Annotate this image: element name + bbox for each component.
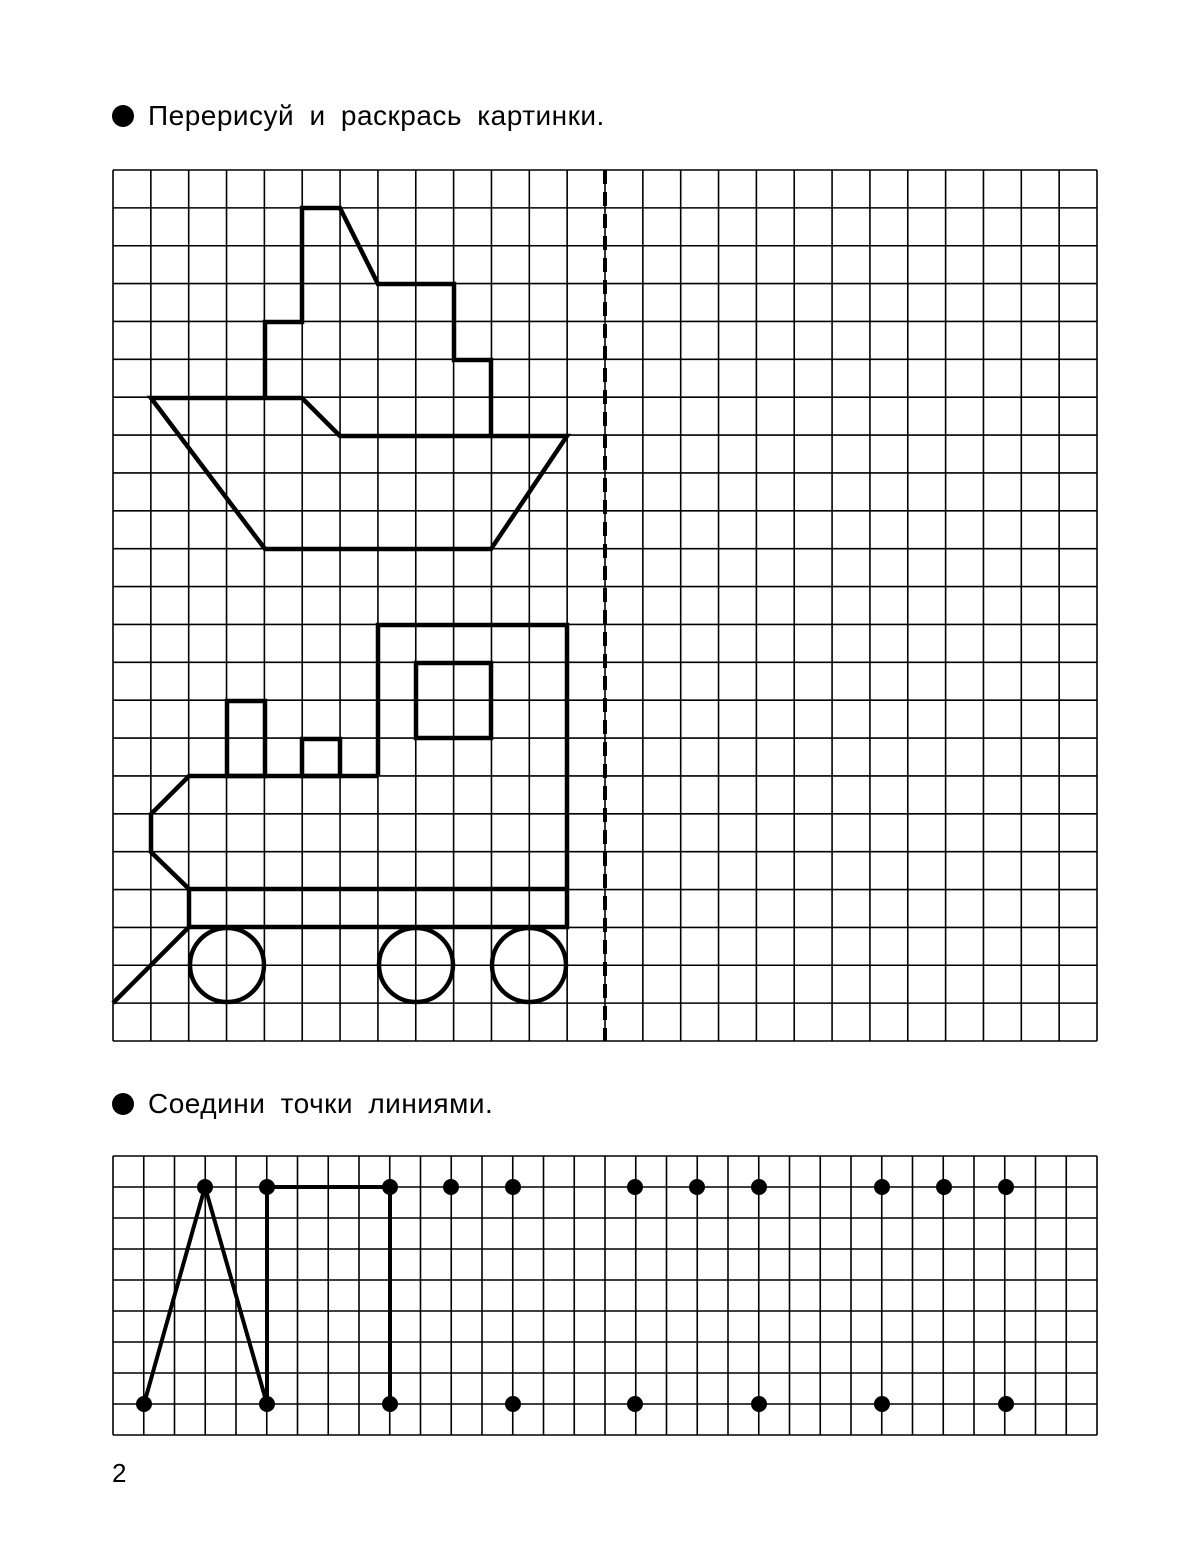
copy-grid: [113, 170, 1097, 1041]
sample-letter-lines: [144, 1187, 390, 1404]
dot: [505, 1396, 521, 1412]
ship-picture: [151, 208, 567, 549]
dot: [197, 1179, 213, 1195]
dot: [998, 1179, 1014, 1195]
dot: [874, 1179, 890, 1195]
dot: [874, 1396, 890, 1412]
dot: [259, 1179, 275, 1195]
dot: [751, 1396, 767, 1412]
page-number: 2: [112, 1458, 127, 1488]
dot: [627, 1396, 643, 1412]
dot: [443, 1179, 459, 1195]
dot: [259, 1396, 275, 1412]
locomotive-dome: [302, 739, 340, 776]
bullet-icon: [112, 1093, 134, 1115]
dot: [689, 1179, 705, 1195]
dot: [998, 1396, 1014, 1412]
instruction-copy-text: Перерисуй и раскрась картинки.: [148, 100, 605, 131]
dot: [751, 1179, 767, 1195]
instruction-connect-text: Соедини точки линиями.: [148, 1088, 494, 1119]
instruction-connect-heading: [112, 1088, 493, 1120]
dot: [627, 1179, 643, 1195]
dots-grid: [113, 1156, 1097, 1435]
dot: [936, 1179, 952, 1195]
dot: [382, 1396, 398, 1412]
dot: [505, 1179, 521, 1195]
dot: [136, 1396, 152, 1412]
dot: [382, 1179, 398, 1195]
